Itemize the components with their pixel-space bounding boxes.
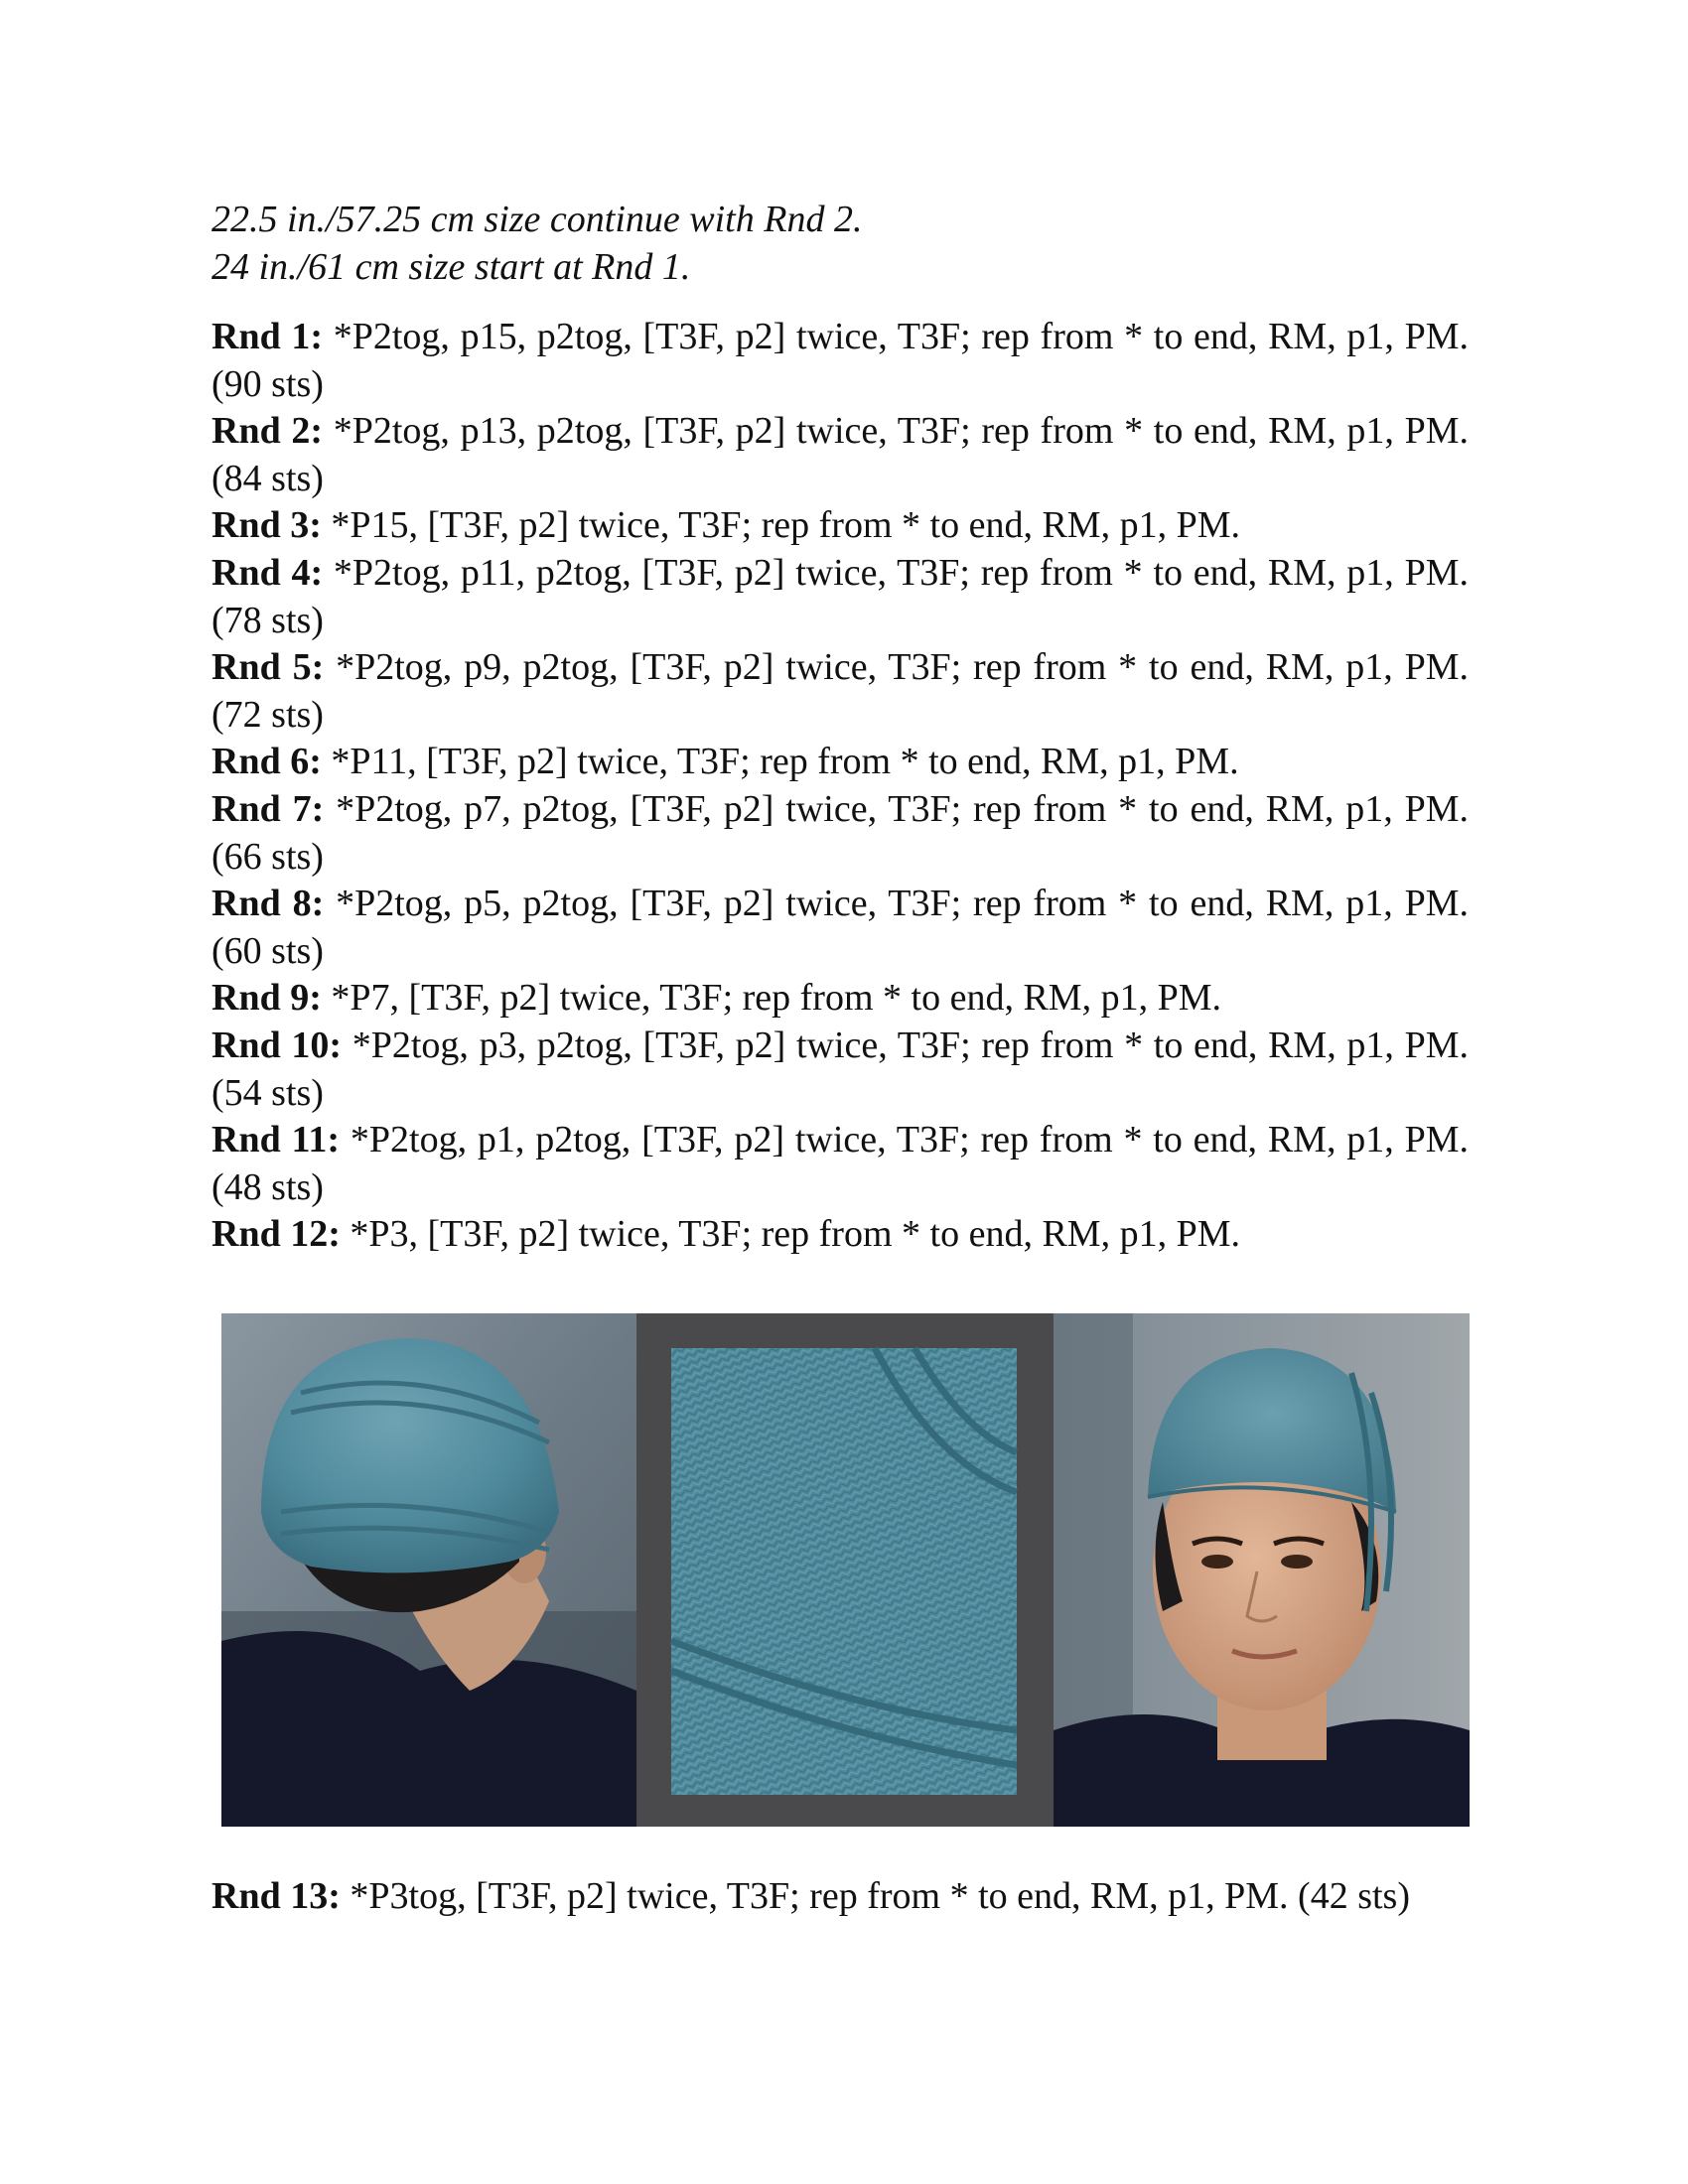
round-12 xyxy=(211,1211,1469,1259)
round-text: *P3, [T3F, p2] twice, T3F; rep from * to end, RM, p1, PM. xyxy=(340,1213,1240,1256)
knit-closeup-photo xyxy=(636,1313,1054,1827)
round-13-instruction xyxy=(211,1873,1469,1921)
round-9 xyxy=(211,975,1469,1023)
size-notes xyxy=(211,197,1469,291)
round-label: Rnd 6: xyxy=(211,741,322,783)
round-text: *P2tog, p7, p2tog, [T3F, p2] twice, T3F; rep from * to end, RM, p1, PM. (66 sts) xyxy=(211,787,1469,878)
round-1 xyxy=(211,314,1469,408)
round-label: Rnd 9: xyxy=(211,977,322,1020)
round-label: Rnd 1: xyxy=(211,316,324,357)
round-10 xyxy=(211,1023,1469,1117)
round-label: Rnd 13: xyxy=(211,1875,341,1917)
round-instructions xyxy=(211,314,1469,1259)
round-text: *P3tog, [T3F, p2] twice, T3F; rep from * to end, RM, p1, PM. (42 sts) xyxy=(340,1875,1410,1917)
round-text: *P2tog, p13, p2tog, [T3F, p2] twice, T3F; rep from * to end, RM, p1, PM. (84 sts) xyxy=(211,410,1469,499)
round-label: Rnd 11: xyxy=(211,1119,341,1161)
round-text: *P2tog, p11, p2tog, [T3F, p2] twice, T3F; rep from * to end, RM, p1, PM. (78 sts) xyxy=(211,551,1469,641)
hat-front-photo xyxy=(1054,1313,1470,1827)
round-label: Rnd 7: xyxy=(211,787,325,830)
round-text: *P2tog, p9, p2tog, [T3F, p2] twice, T3F; rep from * to end, RM, p1, PM. (72 sts) xyxy=(211,646,1469,736)
round-2 xyxy=(211,408,1469,502)
round-label: Rnd 5: xyxy=(211,646,325,689)
round-text: *P7, [T3F, p2] twice, T3F; rep from * to end, RM, p1, PM. xyxy=(321,977,1221,1020)
round-13 xyxy=(211,1873,1469,1921)
round-text: *P15, [T3F, p2] twice, T3F; rep from * to end, RM, p1, PM. xyxy=(321,504,1240,547)
round-8 xyxy=(211,881,1469,975)
round-text: *P2tog, p5, p2tog, [T3F, p2] twice, T3F; rep from * to end, RM, p1, PM. (60 sts) xyxy=(211,883,1469,972)
round-label: Rnd 8: xyxy=(211,883,325,925)
round-label: Rnd 4: xyxy=(211,551,324,594)
round-text: *P2tog, p3, p2tog, [T3F, p2] twice, T3F; rep from * to end, RM, p1, PM. (54 sts) xyxy=(211,1024,1469,1114)
hat-photo-strip xyxy=(221,1313,1470,1827)
round-text: *P2tog, p1, p2tog, [T3F, p2] twice, T3F; rep from * to end, RM, p1, PM. (48 sts) xyxy=(211,1119,1469,1208)
size-note-2: 24 in./61 cm size start at Rnd 1. xyxy=(211,245,691,288)
round-label: Rnd 12: xyxy=(211,1213,341,1256)
round-label: Rnd 3: xyxy=(211,504,322,547)
round-11 xyxy=(211,1117,1469,1211)
round-4 xyxy=(211,550,1469,644)
round-text: *P2tog, p15, p2tog, [T3F, p2] twice, T3F; rep from * to end, RM, p1, PM. (90 sts) xyxy=(211,316,1469,405)
round-6 xyxy=(211,739,1469,786)
round-7 xyxy=(211,786,1469,881)
hat-back-photo xyxy=(221,1313,636,1827)
size-note-1: 22.5 in./57.25 cm size continue with Rnd 2. xyxy=(211,199,863,240)
round-label: Rnd 2: xyxy=(211,410,324,453)
round-5 xyxy=(211,644,1469,739)
round-3 xyxy=(211,502,1469,550)
round-text: *P11, [T3F, p2] twice, T3F; rep from * to end, RM, p1, PM. xyxy=(321,741,1239,783)
round-label: Rnd 10: xyxy=(211,1024,343,1066)
